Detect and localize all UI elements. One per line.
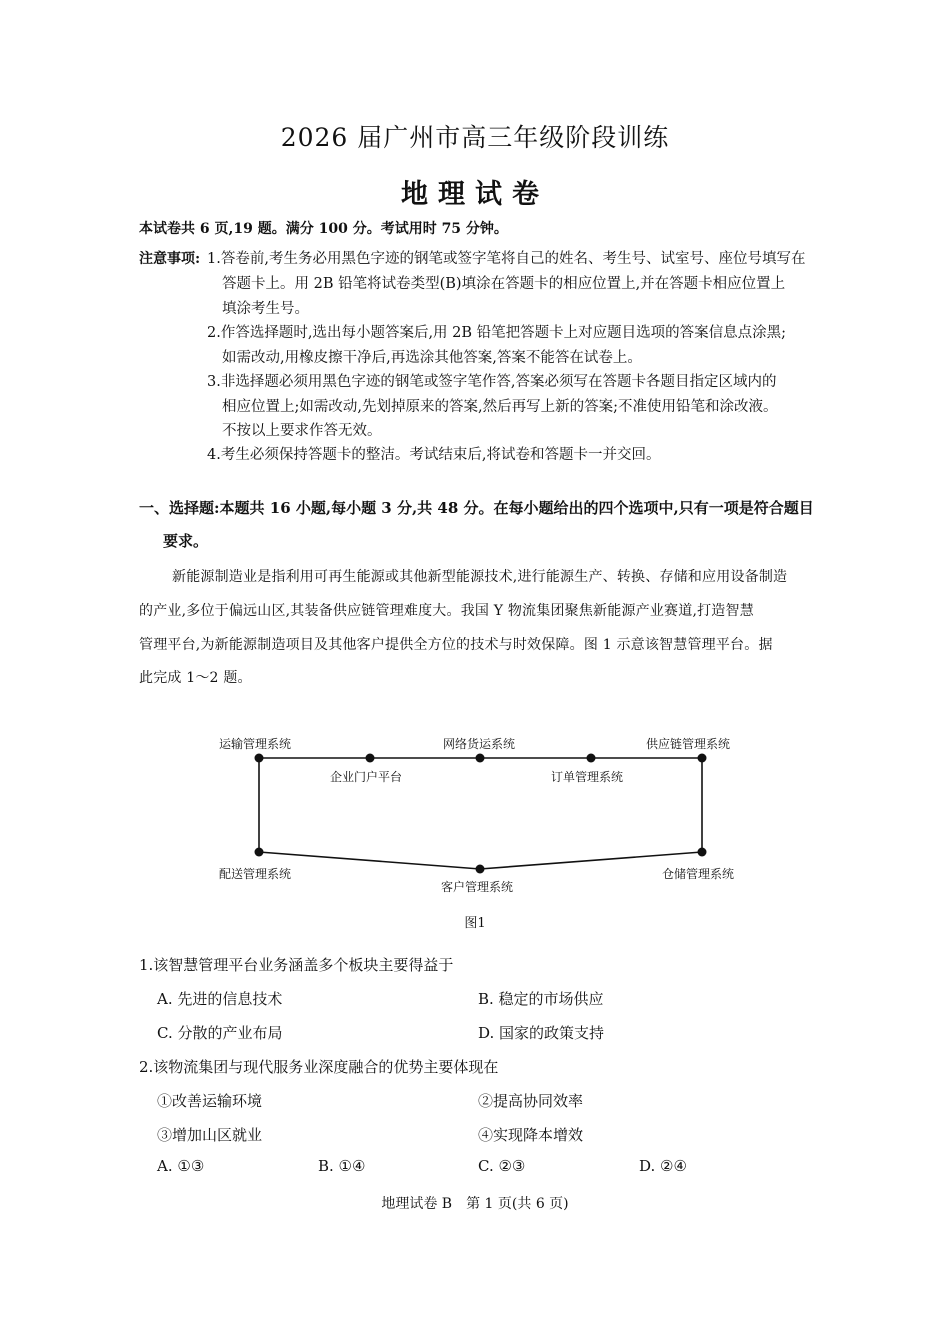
notice-line: 填涂考生号。 (222, 301, 309, 317)
q2-option-c: C. ②③ (478, 1157, 526, 1175)
question-1-stem: 1.该智慧管理平台业务涵盖多个板块主要得益于 (139, 956, 454, 974)
q1-option-c: C. 分散的产业布局 (157, 1024, 283, 1042)
notice-line: 不按以上要求作答无效。 (222, 423, 382, 439)
notice-line: 4.考生必须保持答题卡的整洁。考试结束后,将试卷和答题卡一并交回。 (207, 447, 661, 463)
node-label-customer: 客户管理系统 (441, 880, 514, 894)
node-dot-transport (255, 754, 264, 763)
node-dot-portal (366, 754, 375, 763)
passage-line: 新能源制造业是指利用可再生能源或其他新型能源技术,进行能源生产、转换、存储和应用设备制造 (172, 569, 788, 585)
figure-caption: 图1 (464, 916, 486, 931)
passage-line: 的产业,多位于偏远山区,其装备供应链管理难度大。我国 Y 物流集团聚焦新能源产业赛道,打造智慧 (139, 603, 754, 619)
notice-line: 答题卡上。用 2B 铅笔将试卷类型(B)填涂在答题卡的相应位置上,并在答题卡相应位置上 (222, 276, 786, 292)
exam-intro: 本试卷共 6 页,19 题。满分 100 分。考试用时 75 分钟。 (139, 221, 508, 237)
q2-option-d: D. ②④ (639, 1157, 687, 1175)
passage-line: 管理平台,为新能源制造项目及其他客户提供全方位的技术与时效保障。图 1 示意该智慧管理平台。据 (139, 637, 773, 653)
q2-option-b: B. ①④ (318, 1157, 366, 1175)
section-heading: 一、选择题:本题共 16 小题,每小题 3 分,共 48 分。在每小题给出的四个选项中,只有一项是符合题目 (139, 499, 814, 517)
subject-title: 地理试卷 (401, 179, 549, 210)
exam-title: 2026 届广州市高三年级阶段训练 (280, 123, 670, 152)
question-2-stem: 2.该物流集团与现代服务业深度融合的优势主要体现在 (139, 1058, 499, 1076)
platform-diagram (200, 728, 760, 898)
notice-line: 2.作答选择题时,选出每小题答案后,用 2B 铅笔把答题卡上对应题目选项的答案信息点涂黑; (207, 325, 787, 341)
node-dot-order (587, 754, 596, 763)
notice-label: 注意事项: (139, 251, 201, 267)
node-label-portal: 企业门户平台 (330, 770, 403, 784)
notice-line: 1.答卷前,考生务必用黑色字迹的钢笔或签字笔将自己的姓名、考生号、试室号、座位号填写在 (207, 251, 806, 267)
q2-item-2: ②提高协同效率 (478, 1092, 584, 1110)
notice-line: 相应位置上;如需改动,先划掉原来的答案,然后再写上新的答案;不准使用铅笔和涂改液。 (222, 399, 778, 415)
notice-line: 如需改动,用橡皮擦干净后,再选涂其他答案,答案不能答在试卷上。 (222, 350, 642, 366)
q2-option-a: A. ①③ (157, 1157, 205, 1175)
q1-option-b: B. 稳定的市场供应 (478, 990, 604, 1008)
passage-line: 此完成 1～2 题。 (139, 670, 252, 686)
node-dot-customer (476, 865, 485, 874)
node-dot-warehouse (698, 848, 707, 857)
q1-option-a: A. 先进的信息技术 (157, 990, 283, 1008)
node-dot-delivery (255, 848, 264, 857)
section-heading-cont: 要求。 (163, 532, 209, 550)
q1-option-d: D. 国家的政策支持 (478, 1024, 605, 1042)
node-label-transport: 运输管理系统 (219, 737, 292, 751)
page-footer: 地理试卷 B 第 1 页(共 6 页) (381, 1196, 569, 1212)
q2-item-1: ①改善运输环境 (157, 1092, 263, 1110)
node-label-freight: 网络货运系统 (443, 737, 516, 751)
node-dot-freight (476, 754, 485, 763)
q2-item-3: ③增加山区就业 (157, 1126, 263, 1144)
node-label-order: 订单管理系统 (551, 770, 624, 784)
notice-line: 3.非选择题必须用黑色字迹的钢笔或签字笔作答,答案必须写在答题卡各题目指定区域内的 (207, 374, 777, 390)
node-label-warehouse: 仓储管理系统 (662, 867, 735, 881)
node-label-supply: 供应链管理系统 (646, 737, 731, 751)
node-dot-supply (698, 754, 707, 763)
node-label-delivery: 配送管理系统 (219, 867, 292, 881)
q2-item-4: ④实现降本增效 (478, 1126, 584, 1144)
